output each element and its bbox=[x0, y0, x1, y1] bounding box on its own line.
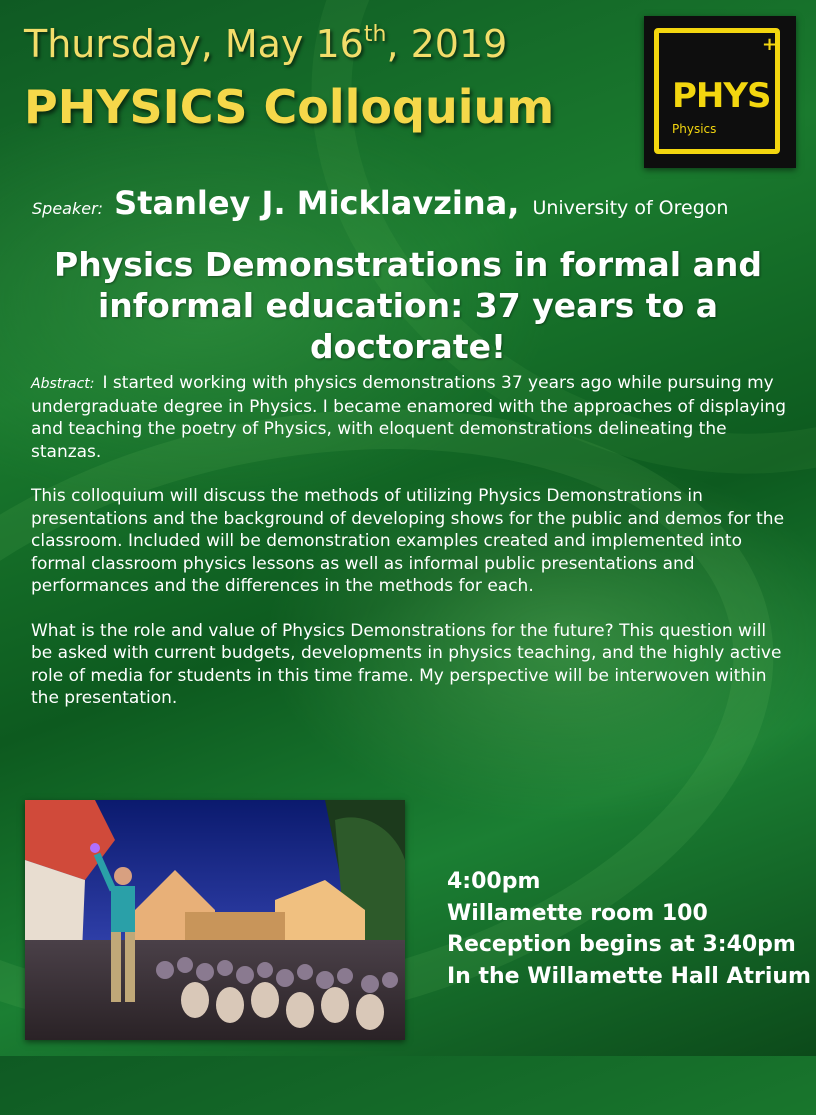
abstract bbox=[31, 372, 791, 732]
demonstration-photo bbox=[25, 800, 405, 1040]
speaker-affiliation: University of Oregon bbox=[532, 197, 729, 219]
speaker-name: Stanley J. Micklavzina, bbox=[114, 184, 520, 222]
abstract-paragraph: Abstract: I started working with physics demonstrations 37 years ago while pursuing my undergraduate degree in Physics. I became enamored with the approaches of displaying and teaching the poetry of Physics, with eloquent demonstrations delineating the stanzas. bbox=[31, 373, 786, 462]
speaker-label: Speaker: bbox=[32, 199, 104, 218]
abstract-paragraph: What is the role and value of Physics Demonstrations for the future? This question will be asked with current budgets, developments in physics teaching, and the highly active role of media for students in this time frame. My perspective will be interwoven within the presentation. bbox=[31, 620, 782, 708]
abstract-label: Abstract: bbox=[31, 376, 95, 392]
talk-title-line-2: informal education: 37 years to a doctorate! bbox=[97, 286, 718, 366]
colloquium-title: PHYSICS Colloquium bbox=[24, 80, 555, 134]
speaker-line bbox=[32, 184, 728, 222]
logo-text: PHYS bbox=[672, 76, 771, 116]
talk-title bbox=[0, 244, 816, 367]
phys-logo bbox=[644, 16, 796, 168]
logo-plus: + bbox=[762, 34, 778, 55]
event-location: In the Willamette Hall Atrium bbox=[447, 963, 811, 989]
event-date: Thursday, May 16th, 2019 bbox=[24, 22, 508, 66]
event-details bbox=[447, 866, 811, 992]
logo-subtext: Physics bbox=[672, 122, 717, 136]
abstract-paragraph: This colloquium will discuss the methods of utilizing Physics Demonstrations in presentations and the background of developing shows for the public and demos for the classroom. Included will be demonstration examples created and implemented into formal classroom physics lessons as well as informal public presentations and performances and the differences in the methods for each. bbox=[31, 486, 785, 596]
event-reception: Reception begins at 3:40pm bbox=[447, 932, 796, 957]
event-time: 4:00pm bbox=[447, 869, 541, 894]
talk-title-line-1: Physics Demonstrations in formal and bbox=[54, 245, 762, 284]
event-room: Willamette room 100 bbox=[447, 900, 708, 926]
demonstration-photo-image bbox=[25, 800, 405, 1040]
